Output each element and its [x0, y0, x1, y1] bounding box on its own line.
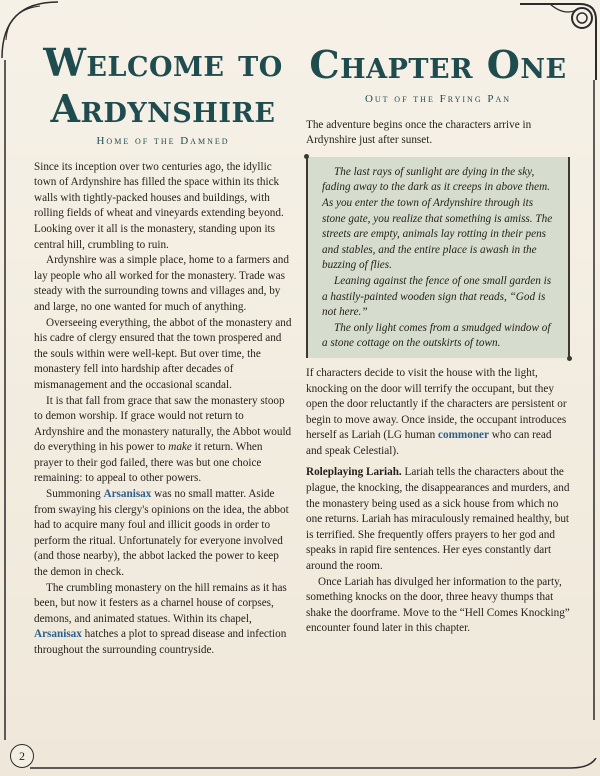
paragraph — [34, 487, 292, 581]
paragraph: Since its inception over two centuries ago, the idyllic town of Ardynshire has filled the space within its thick walls with tightly-packed houses and buildings, with rolling fields of wheat and vineyards extending beyond. Looking over it all is the monastery, standing upon its central hill, crumbling to ruin. — [34, 160, 284, 251]
welcome-subtitle: Home of the Damned — [96, 135, 230, 147]
arsanisax-link[interactable]: Arsanisax — [103, 488, 152, 501]
paragraph-text: was no small matter. Aside from swaying his clergy's opinions on the idea, the abbot had to acquire many foul and illicit goods in order to perform the ritual. Unfortunately for everyone involved (and those nearby), the abbot lacked the power to keep the demon in check. — [34, 488, 289, 579]
arsanisax-link[interactable]: Arsanisax — [34, 628, 82, 641]
paragraph: Ardynshire was a simple place, home to a farmers and lay people who all worked for the monastery. Trade was steady with the surrounding towns and villages and, by and large, no one wanted for much of anything. — [34, 254, 289, 313]
read-aloud-box — [306, 157, 570, 358]
left-column — [34, 40, 292, 659]
commoner-link[interactable]: commoner — [438, 429, 489, 442]
paragraph — [34, 581, 292, 659]
paragraph-text: it return. When prayer to their god failed, there was but one choice remaining: to appeal to other powers. — [34, 441, 263, 485]
roleplaying-heading: Roleplaying Lariah. — [306, 466, 402, 479]
paragraph: Once Lariah has divulged her information to the party, something knocks on the door, three heavy thumps that shake the doorframe. Move to the “Hell Comes Knocking” encounter found later in this chapter. — [306, 575, 570, 635]
read-aloud-paragraph: The last rays of sunlight are dying in the sky, fading away to the dark as it creeps in above them. As you enter the town of Ardynshire through its stone gate, you realize that something is amiss. The streets are empty, animals lay rotting in their pens and stables, and the entire place is awash in the buzzing of flies. — [322, 165, 553, 272]
corner-ornament-right-border — [590, 80, 600, 720]
paragraph — [306, 366, 570, 460]
corner-ornament-bottom — [30, 758, 600, 776]
corner-ornament-left-border — [0, 60, 10, 740]
emphasis-text: make — [168, 441, 192, 454]
welcome-title-line2: Ardynshire — [50, 86, 276, 131]
paragraph-text: The crumbling monastery on the hill remains as it has been, but now it festers as a charnel house of corpses, demons, and animated statues. Within its chapel, — [34, 581, 287, 625]
welcome-title — [34, 40, 292, 132]
welcome-title-line1: Welcome to — [43, 40, 283, 85]
page-number: 2 — [10, 744, 34, 768]
paragraph: Overseeing everything, the abbot of the monastery and his cadre of clergy ensured that the town prospered and the souls within were well-kept. But over time, the monastery fell into hardship after decades of mismanagement and the occasional scandal. — [34, 316, 292, 391]
chapter-title: Chapter One — [309, 42, 567, 87]
read-aloud-paragraph: Leaning against the fence of one small garden is a hastily-painted wooden sign that reads, “God is not here.” — [322, 274, 552, 319]
right-column — [306, 40, 570, 637]
paragraph — [306, 465, 570, 574]
paragraph-text: hatches a plot to spread disease and infection throughout the surrounding countryside. — [34, 628, 287, 656]
paragraph-text: Lariah tells the characters about the plague, the knocking, the disappearances and murders, and the monastery being used as a sick house from which no one returns. Lariah has miraculously remained healthy, but is terrified. She frequently offers prayers to her god and speaks in rapid fire sentences. Her eyes constantly dart around the room. — [306, 466, 570, 573]
intro-paragraph: The adventure begins once the characters arrive in Ardynshire just after sunset. — [306, 118, 532, 147]
paragraph — [34, 394, 292, 488]
read-aloud-paragraph: The only light comes from a smudged window of a stone cottage on the outskirts of town. — [322, 321, 551, 350]
paragraph-text: who can read and speak Celestial). — [306, 429, 552, 457]
paragraph-text: If characters decide to visit the house with the light, knocking on the door will terrify the occupant, but they open the door reluctantly if the characters are persistent or begin to move away. Once inside, the occupant introduces herself as Lariah (LG human — [306, 366, 567, 442]
chapter-subtitle: Out of the Frying Pan — [364, 93, 512, 105]
paragraph-text: It is that fall from grace that saw the monastery stoop to demon worship. If grace would not return to Ardynshire and the monastery naturally, the Abbot would do everything in his power to — [34, 394, 292, 454]
paragraph-text: Summoning — [46, 488, 104, 501]
